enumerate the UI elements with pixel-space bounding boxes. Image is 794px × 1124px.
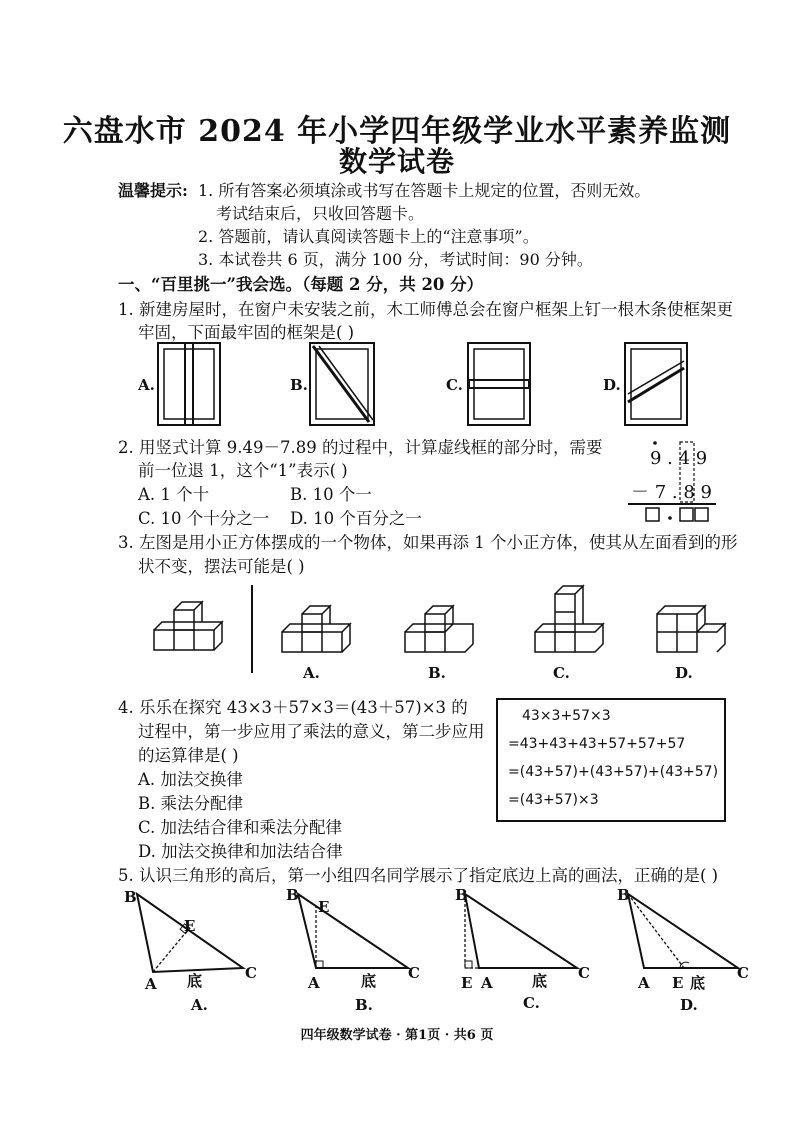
q5c-vertex-e: E xyxy=(461,974,473,992)
q1-stem-line1: 1. 新建房屋时，在窗户未安装之前，木工师傅总会在窗户框架上钉一根木条使框架更 xyxy=(118,300,733,319)
q4-option-a[interactable]: A. 加法交换律 xyxy=(138,770,243,789)
q4-working-box xyxy=(496,698,726,822)
exam-title-line2: 数学试卷 xyxy=(338,145,455,178)
q2-stem-line1: 2. 用竖式计算 9.49－7.89 的过程中，计算虚线框的部分时，需要 xyxy=(118,438,603,457)
q5-stem-line1: 5. 认识三角形的高后，第一小组四名同学展示了指定底边上高的画法，正确的是( ) xyxy=(118,866,719,885)
q2-vertical-calc xyxy=(628,440,718,524)
q2-option-a[interactable]: A. 1 个十 xyxy=(138,485,210,504)
notice-item1: 1. 所有答案必须填涂或书写在答题卡上规定的位置，否则无效。 xyxy=(198,181,651,200)
q5d-vertex-a: A xyxy=(638,974,650,992)
q4-working-line3: =(43+57)+(43+57)+(43+57) xyxy=(508,764,719,780)
q3-option-a-figure xyxy=(280,604,354,656)
q5b-vertex-a: A xyxy=(308,974,320,992)
q5b-vertex-c: C xyxy=(408,964,420,982)
q3-option-b-figure xyxy=(403,602,477,656)
q5-triangle-c xyxy=(455,888,590,986)
q1-option-c-label[interactable]: C. xyxy=(446,376,463,394)
q2-option-b[interactable]: B. 10 个一 xyxy=(290,485,372,504)
q1-frame-c xyxy=(467,342,531,426)
q5d-vertex-c: C xyxy=(737,964,749,982)
q4-option-d[interactable]: D. 加法交换律和加法结合律 xyxy=(138,842,343,861)
q5d-vertex-e: E xyxy=(672,974,684,992)
q1-option-d-label[interactable]: D. xyxy=(603,376,621,394)
q2-calc-top: 9 . 4 9 xyxy=(650,448,708,469)
q2-option-d[interactable]: D. 10 个百分之一 xyxy=(290,509,422,528)
q3-option-b-label[interactable]: B. xyxy=(428,664,446,682)
q5-triangle-d xyxy=(620,888,755,986)
notice-label: 温馨提示: xyxy=(118,181,188,200)
q1-option-b-label[interactable]: B. xyxy=(290,376,308,394)
q1-stem-line2: 牢固，下面最牢固的框架是( ) xyxy=(138,323,355,342)
q5-option-c-label[interactable]: C. xyxy=(523,994,540,1012)
q3-divider-line xyxy=(250,585,254,675)
q3-option-d-label[interactable]: D. xyxy=(675,664,693,682)
q5c-vertex-a: A xyxy=(481,974,493,992)
q5b-base-label: 底 xyxy=(361,972,377,990)
q4-working-line4: =(43+57)×3 xyxy=(508,792,599,808)
q3-stem-line1: 3. 左图是用小正方体摆成的一个物体，如果再添 1 个小正方体，使其从左面看到的形 xyxy=(118,533,738,552)
q4-working-line2: =43+43+43+57+57+57 xyxy=(508,736,686,752)
q5a-base-label: 底 xyxy=(187,972,203,990)
q5a-vertex-a: A xyxy=(145,975,157,993)
q5d-base-label: 底 xyxy=(690,974,706,992)
q5-option-d-label[interactable]: D. xyxy=(680,996,698,1014)
notice-item3: 3. 本试卷共 6 页，满分 100 分，考试时间：90 分钟。 xyxy=(198,250,593,269)
q5a-vertex-c: C xyxy=(245,964,257,982)
page-footer: 四年级数学试卷 · 第1页 · 共6 页 xyxy=(300,1028,494,1043)
q4-working-line1: 43×3+57×3 xyxy=(522,708,611,724)
q5c-base-label: 底 xyxy=(532,972,548,990)
section1-heading: 一、“百里挑一”我会选。（每题 2 分，共 20 分） xyxy=(118,275,484,294)
q3-stem-line2: 状不变，摆法可能是( ) xyxy=(138,557,305,576)
q4-stem-line3: 的运算律是( ) xyxy=(138,746,239,765)
q3-option-c-figure xyxy=(533,584,607,656)
q5d-vertex-b: B xyxy=(617,886,630,904)
q5a-vertex-b: B xyxy=(124,888,137,906)
q5c-vertex-c: C xyxy=(578,964,590,982)
exam-title-line1: 六盘水市 2024 年小学四年级学业水平素养监测 xyxy=(62,114,732,149)
q5-triangle-b xyxy=(290,888,425,986)
q4-stem-line1: 4. 乐乐在探究 43×3＋57×3＝(43＋57)×3 的 xyxy=(118,698,468,717)
q1-frame-d xyxy=(624,342,688,426)
q2-calc-minus: － 7 . 8 9 xyxy=(631,482,712,503)
q3-option-a-label[interactable]: A. xyxy=(303,664,320,682)
q3-option-d-figure xyxy=(655,602,729,656)
q5c-vertex-b: B xyxy=(455,886,468,904)
notice-item2: 2. 答题前，请认真阅读答题卡上的“注意事项”。 xyxy=(198,227,539,246)
q1-option-a-label[interactable]: A. xyxy=(138,376,155,394)
q4-option-c[interactable]: C. 加法结合律和乘法分配律 xyxy=(138,818,343,837)
q5-option-b-label[interactable]: B. xyxy=(355,996,373,1014)
q5-option-a-label[interactable]: A. xyxy=(191,996,208,1014)
q2-stem-line2: 前一位退 1，这个“1”表示( ) xyxy=(138,461,348,480)
q5b-vertex-b: B xyxy=(286,886,299,904)
q5a-vertex-e: E xyxy=(184,917,196,935)
q3-option-c-label[interactable]: C. xyxy=(553,664,570,682)
q4-option-b[interactable]: B. 乘法分配律 xyxy=(138,794,244,813)
q5b-vertex-e: E xyxy=(318,898,330,916)
q4-stem-line2: 过程中，第一步应用了乘法的意义，第二步应用 xyxy=(138,722,485,741)
q2-option-c[interactable]: C. 10 个十分之一 xyxy=(138,509,270,528)
q1-frame-b xyxy=(309,342,375,426)
notice-item1b: 考试结束后，只收回答题卡。 xyxy=(216,204,425,223)
q1-frame-a xyxy=(157,342,221,426)
q3-original-cube-figure xyxy=(152,598,230,654)
